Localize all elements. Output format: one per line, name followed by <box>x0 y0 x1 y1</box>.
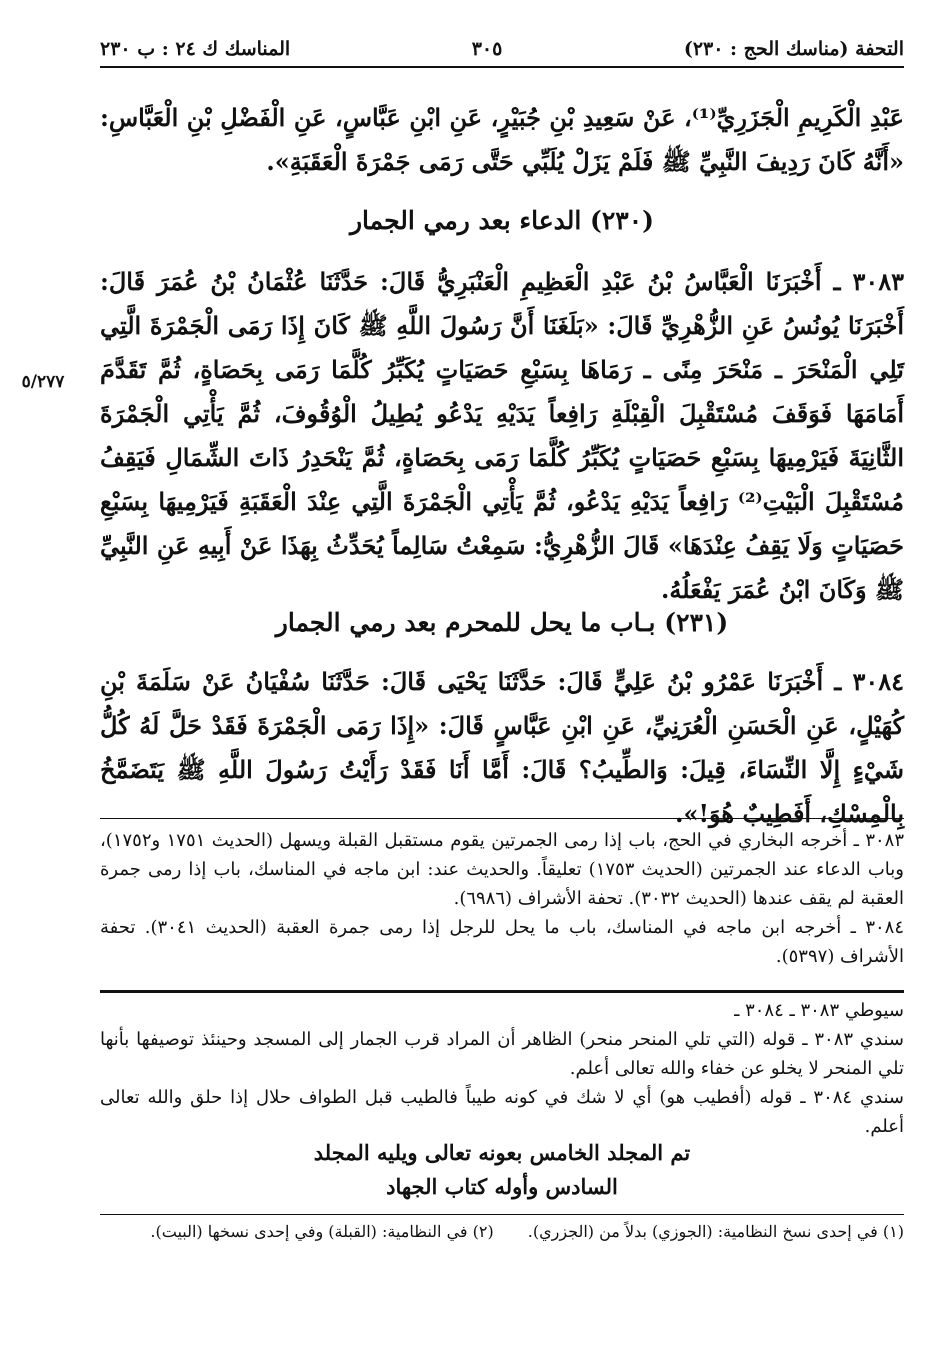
colophon-line-2: السادس وأوله كتاب الجهاد <box>386 1174 618 1199</box>
commentary-notes <box>100 996 904 1141</box>
header-right: المناسك ك ٢٤ : ب ٢٣٠ <box>100 38 291 60</box>
takhrij-divider <box>100 818 904 819</box>
hadith-3084: ٣٠٨٤ ـ أَخْبَرَنَا عَمْرُو بْنُ عَلِيٍّ قَالَ: حَدَّثَنَا يَحْيَى قَالَ: حَدَّثَنَا سُفْيَانُ عَنْ سَلَمَةَ بْنِ كُهَيْلٍ، عَنِ الْحَسَنِ الْعُرَنِيِّ، عَنِ ابْنِ عَبَّاسٍ قَالَ: «إِذَا رَمَى الْجَمْرَةَ فَقَدْ حَلَّ لَهُ كُلُّ شَيْءٍ إِلَّا النِّسَاءَ، قِيلَ: وَالطِّيبُ؟ قَالَ: أَمَّا أَنَا فَقَدْ رَأَيْتُ رَسُولَ اللَّهِ ﷺ يَتَضَمَّخُ بِالْمِسْكِ، أَفَطِيبٌ هُوَ!». <box>100 667 904 828</box>
footnote-1: (١) في إحدى نسخ النظامية: (الجوزي) بدلاً من (الجزري). <box>527 1222 904 1241</box>
takhrij-3084: ٣٠٨٤ ـ أخرجه ابن ماجه في المناسك، باب ما يحل للرجل إذا رمى جمرة العقبة (الحديث ٣٠٤١). تحفة الأشراف (٥٣٩٧). <box>100 917 904 967</box>
takhrij-3083: ٣٠٨٣ ـ أخرجه البخاري في الحج، باب إذا رمى الجمرتين يقوم مستقبل القبلة ويسهل (الحديث ١٧٥١ و١٧٥٢)، وباب الدعاء عند الجمرتين (الحديث ١٧٥٣) تعليقاً. والحديث عند: ابن ماجه في المناسك، باب إذا رمى جمرة العقبة لم يقف عندها (الحديث ٣٠٣٢). تحفة الأشراف (٦٩٨٦). <box>100 830 904 909</box>
commentary-sindi-3083: سندي ٣٠٨٣ ـ قوله (التي تلي المنحر منحر) الظاهر أن المراد قرب الجمار إلى المسجد وحينئذ توصيفها بأنها تلي المنحر لا يخلو عن خفاء والله تعالى أعلم. <box>100 1029 904 1079</box>
intro-text: عَبْدِ الْكَرِيمِ الْجَزَرِيِّ⁽¹⁾، عَنْ سَعِيدِ بْنِ جُبَيْرٍ، عَنِ ابْنِ عَبَّاسٍ، عَنِ الْفَضْلِ بْنِ الْعَبَّاسِ: «أَنَّهُ كَانَ رَدِيفَ النَّبِيِّ ﷺ فَلَمْ يَزَلْ يُلَبِّي حَتَّى رَمَى جَمْرَةَ الْعَقَبَةِ». <box>100 103 904 176</box>
header-left: التحفة (مناسك الحج : ٢٣٠) <box>683 38 904 60</box>
footnote-2: (٢) في النظامية: (القبلة) وفي إحدى نسخها (البيت). <box>150 1222 494 1241</box>
takhrij-notes <box>100 826 904 971</box>
running-header <box>100 34 904 64</box>
section-230-title: (٢٣٠) الدعاء بعد رمي الجمار <box>349 206 655 235</box>
page-number: ٣٠٥ <box>471 38 503 60</box>
section-231-title: (٢٣١) بـاب ما يحل للمحرم بعد رمي الجمار <box>275 608 729 637</box>
commentary-suyuti: سيوطي ٣٠٨٣ ـ ٣٠٨٤ ـ <box>734 1000 904 1021</box>
margin-reference: ٥/٢٧٧ <box>21 372 65 392</box>
commentary-divider <box>100 990 904 993</box>
hadith-3083: ٣٠٨٣ ـ أَخْبَرَنَا الْعَبَّاسُ بْنُ عَبْدِ الْعَظِيمِ الْعَنْبَرِيُّ قَالَ: حَدَّثَنَا عُثْمَانُ بْنُ عُمَرَ قَالَ: أَخْبَرَنَا يُونُسُ عَنِ الزُّهْرِيِّ قَالَ: «بَلَغَنَا أَنَّ رَسُولَ اللَّهِ ﷺ كَانَ إِذَا رَمَى الْجَمْرَةَ الَّتِي تَلِي الْمَنْحَرَ ـ مَنْحَرَ مِنًى ـ رَمَاهَا بِسَبْعِ حَصَيَاتٍ يُكَبِّرُ كُلَّمَا رَمَى بِحَصَاةٍ، ثُمَّ تَقَدَّمَ أَمَامَهَا فَوَقَفَ مُسْتَقْبِلَ الْقِبْلَةِ رَافِعاً يَدَيْهِ يَدْعُو يُطِيلُ الْوُقُوفَ، ثُمَّ يَأْتِي الْجَمْرَةَ الثَّانِيَةَ فَيَرْمِيهَا بِسَبْعِ حَصَيَاتٍ يُكَبِّرُ كُلَّمَا رَمَى بِحَصَاةٍ، ثُمَّ يَنْحَدِرُ ذَاتَ الشِّمَالِ فَيَقِفُ مُسْتَقْبِلَ الْبَيْتِ⁽²⁾ رَافِعاً يَدَيْهِ يَدْعُو، ثُمَّ يَأْتِي الْجَمْرَةَ الَّتِي عِنْدَ الْعَقَبَةِ فَيَرْمِيهَا بِسَبْعِ حَصَيَاتٍ وَلَا يَقِفُ عِنْدَهَا» قَالَ الزُّهْرِيُّ: سَمِعْتُ سَالِماً يُحَدِّثُ بِهَذَا عَنْ أَبِيهِ عَنِ النَّبِيِّ ﷺ وَكَانَ ابْنُ عُمَرَ يَفْعَلُهُ. <box>100 267 904 604</box>
footnotes <box>100 1222 904 1241</box>
colophon-line-1: تم المجلد الخامس بعونه تعالى ويليه المجلد <box>313 1140 691 1165</box>
commentary-sindi-3084: سندي ٣٠٨٤ ـ قوله (أفطيب هو) أي لا شك في كونه طيباً فالطيب قبل الطواف حلال إذا حلق والله تعالى أعلم. <box>100 1087 904 1137</box>
header-rule <box>100 66 904 68</box>
colophon <box>100 1136 904 1204</box>
footnotes-divider <box>100 1214 904 1215</box>
